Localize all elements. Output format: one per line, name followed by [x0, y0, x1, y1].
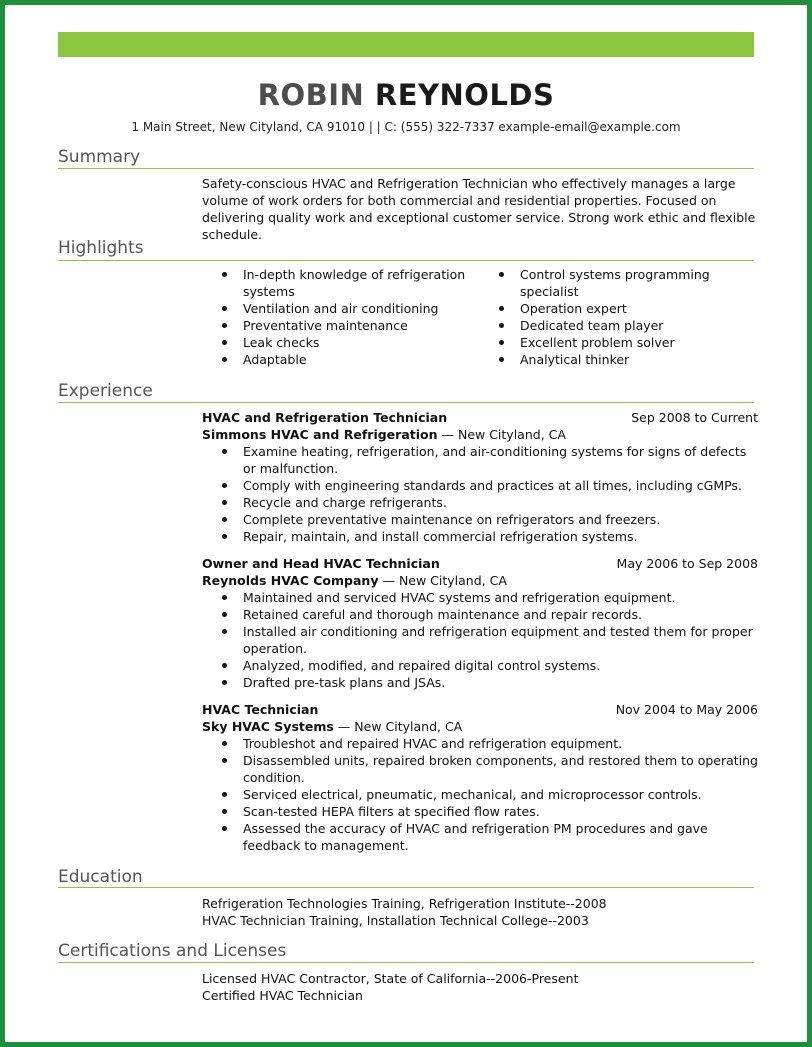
job-title: HVAC Technician — [202, 702, 319, 717]
job-duty-item: Disassembled units, repaired broken components, and restored them to operating condition. — [202, 752, 758, 786]
education-entry: HVAC Technician Training, Installation Technical College--2003 — [202, 913, 589, 928]
certifications-block — [202, 970, 758, 1004]
separator-dash: — — [382, 573, 395, 588]
section-title-summary: Summary — [58, 147, 141, 167]
highlight-item: Preventative maintenance — [202, 317, 472, 334]
job-duties-list — [202, 735, 758, 854]
section-title-experience: Experience — [58, 381, 153, 401]
candidate-name — [5, 78, 807, 112]
education-block — [202, 895, 758, 929]
last-name: REYNOLDS — [374, 78, 555, 112]
job-duties-list — [202, 589, 758, 691]
job-duty-item: Drafted pre-task plans and JSAs. — [202, 674, 758, 691]
job-dates: Sep 2008 to Current — [631, 410, 758, 425]
highlights-block — [202, 266, 758, 366]
section-rule — [58, 402, 754, 403]
highlight-item: Adaptable — [202, 351, 472, 368]
company-name: Sky HVAC Systems — [202, 719, 334, 734]
highlight-item: Control systems programming specialist — [479, 266, 769, 300]
job-company-line — [202, 718, 758, 735]
job-duty-item: Installed air conditioning and refrigeration equipment and tested them for proper operation. — [202, 623, 758, 657]
highlight-item: In-depth knowledge of refrigeration systems — [202, 266, 472, 300]
job-company-line — [202, 572, 758, 589]
job-duty-item: Complete preventative maintenance on refrigerators and freezers. — [202, 511, 758, 528]
job-header — [202, 555, 758, 572]
section-title-certifications: Certifications and Licenses — [58, 941, 287, 961]
job-title: HVAC and Refrigeration Technician — [202, 410, 448, 425]
job-duty-item: Assessed the accuracy of HVAC and refrigeration PM procedures and gave feedback to management. — [202, 820, 758, 854]
highlight-item: Ventilation and air conditioning — [202, 300, 472, 317]
job-entry — [202, 701, 758, 854]
highlight-item: Dedicated team player — [479, 317, 769, 334]
highlight-item: Analytical thinker — [479, 351, 769, 368]
resume-page — [5, 5, 807, 1042]
job-title: Owner and Head HVAC Technician — [202, 556, 440, 571]
job-company-line — [202, 426, 758, 443]
separator-dash: — — [441, 427, 454, 442]
company-name: Simmons HVAC and Refrigeration — [202, 427, 438, 442]
section-title-education: Education — [58, 867, 143, 887]
highlights-right-list — [479, 266, 769, 368]
job-duty-item: Repair, maintain, and install commercial refrigeration systems. — [202, 528, 758, 545]
job-duty-item: Serviced electrical, pneumatic, mechanical, and microprocessor controls. — [202, 786, 758, 803]
highlight-item: Leak checks — [202, 334, 472, 351]
experience-block — [202, 409, 758, 864]
certification-entry: Licensed HVAC Contractor, State of California--2006-Present — [202, 971, 579, 986]
education-entry: Refrigeration Technologies Training, Refrigeration Institute--2008 — [202, 896, 607, 911]
section-rule — [58, 962, 754, 963]
job-duty-item: Scan-tested HEPA filters at specified flow rates. — [202, 803, 758, 820]
section-rule — [58, 260, 754, 261]
job-entry — [202, 555, 758, 691]
job-entry — [202, 409, 758, 545]
first-name: ROBIN — [257, 78, 365, 112]
job-duty-item: Recycle and charge refrigerants. — [202, 494, 758, 511]
highlights-left-list — [202, 266, 472, 368]
summary-block — [202, 175, 758, 243]
job-duty-item: Troubleshot and repaired HVAC and refrigeration equipment. — [202, 735, 758, 752]
job-dates: Nov 2004 to May 2006 — [615, 702, 758, 717]
highlight-item: Excellent problem solver — [479, 334, 769, 351]
company-name: Reynolds HVAC Company — [202, 573, 379, 588]
company-location: New Cityland, CA — [398, 573, 507, 588]
job-duty-item: Comply with engineering standards and practices at all times, including cGMPs. — [202, 477, 758, 494]
summary-text: Safety-conscious HVAC and Refrigeration Technician who effectively manages a large volume of work orders for both commercial and residential properties. Focused on delivering quality work and exceptional customer service. Strong work ethic and flexible schedule. — [202, 176, 756, 242]
section-rule — [58, 887, 754, 888]
job-header — [202, 409, 758, 426]
job-duties-list — [202, 443, 758, 545]
highlight-item: Operation expert — [479, 300, 769, 317]
company-location: New Cityland, CA — [354, 719, 463, 734]
job-duty-item: Maintained and serviced HVAC systems and refrigeration equipment. — [202, 589, 758, 606]
job-header — [202, 701, 758, 718]
section-title-highlights: Highlights — [58, 238, 144, 258]
job-duty-item: Retained careful and thorough maintenance and repair records. — [202, 606, 758, 623]
header-accent-bar — [58, 32, 754, 57]
job-dates: May 2006 to Sep 2008 — [616, 556, 758, 571]
company-location: New Cityland, CA — [457, 427, 566, 442]
separator-dash: — — [337, 719, 351, 734]
job-duty-item: Examine heating, refrigeration, and air-conditioning systems for signs of defects or malfunction. — [202, 443, 758, 477]
certification-entry: Certified HVAC Technician — [202, 988, 363, 1003]
job-duty-item: Analyzed, modified, and repaired digital control systems. — [202, 657, 758, 674]
contact-line: 1 Main Street, New Cityland, CA 91010 | | C: (555) 322-7337 example-email@example.com — [131, 120, 681, 134]
section-rule — [58, 168, 754, 169]
